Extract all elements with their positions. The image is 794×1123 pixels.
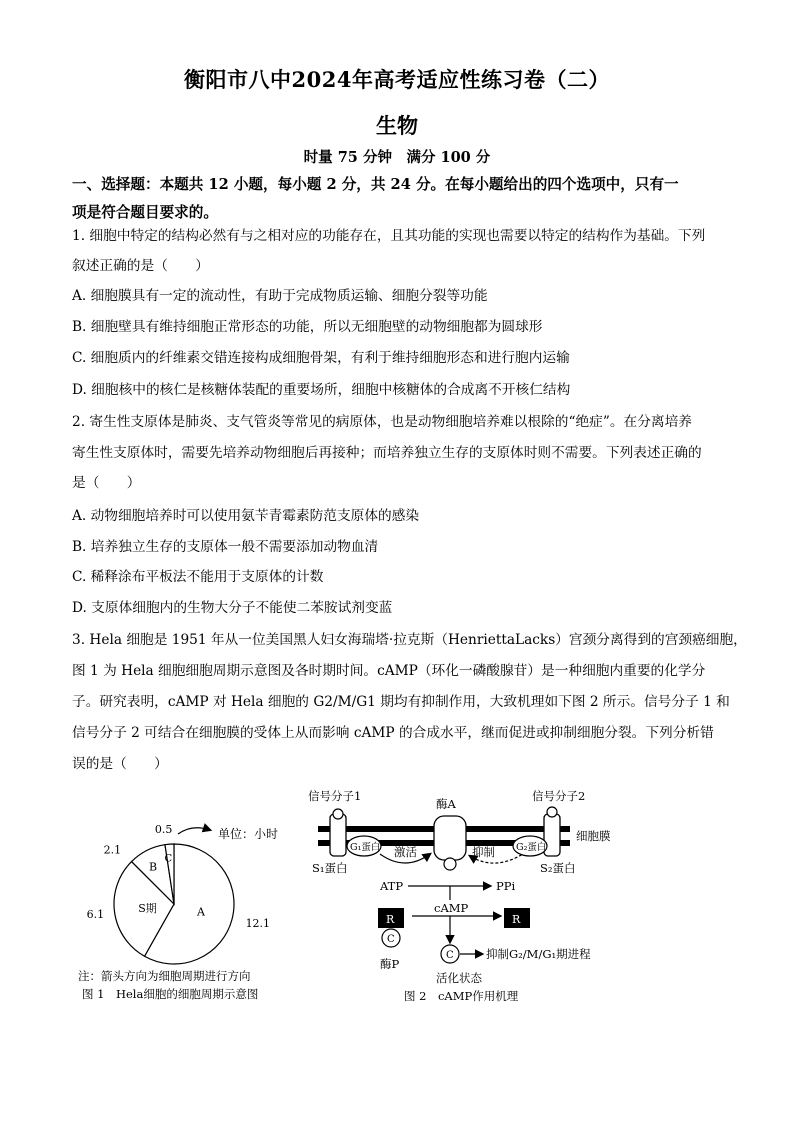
pie-slice-label-2: B <box>149 860 158 874</box>
s1-protein-label: S₁蛋白 <box>312 861 348 875</box>
r-label-right: R <box>512 913 521 926</box>
camp-label: cAMP <box>434 901 469 915</box>
receptor-s1 <box>330 814 346 856</box>
section-line-1: 一、选择题：本题共 12 小题，每小题 2 分，共 24 分。在每小题给出的四个选项中，只有一 <box>72 176 679 193</box>
enzyme-a-site <box>444 858 456 870</box>
cell-cycle-pie <box>87 823 270 964</box>
q2-option-d: D. 支原体细胞内的生物大分子不能使二苯胺试剂变蓝 <box>72 600 393 616</box>
q2-stem-line-1: 2. 寄生性支原体是肺炎、支气管炎等常见的病原体，也是动物细胞培养难以根除的“绝症”。在分离培养 <box>72 414 692 430</box>
pie-value-label-3: 0.5 <box>154 822 173 836</box>
c-label-bound: C <box>387 934 395 945</box>
section-instructions <box>72 171 732 227</box>
signal-molecule-1-icon <box>333 809 343 819</box>
pie-value-label-1: 6.1 <box>86 908 105 922</box>
q2-option-c: C. 稀释涂布平板法不能用于支原体的计数 <box>72 569 324 585</box>
figure1-note: 注：箭头方向为细胞周期进行方向 <box>78 969 251 983</box>
q1-option-d: D. 细胞核中的核仁是核糖体装配的重要场所，细胞中核糖体的合成离不开核仁结构 <box>72 382 571 398</box>
q3-stem-line-3: 子。研究表明，cAMP 对 Hela 细胞的 G2/M/G1 期均有抑制作用，大致机理如下图 2 所示。信号分子 1 和 <box>72 694 730 710</box>
enzyme-a-label: 酶A <box>436 797 456 811</box>
figure-1 <box>70 812 310 1007</box>
pie-value-label-0: 12.1 <box>245 916 271 930</box>
r-label-left: R <box>386 913 395 926</box>
active-state-label: 活化状态 <box>436 971 482 985</box>
figure1-caption: 图 1 Hela细胞的细胞周期示意图 <box>82 987 259 1001</box>
atp-label: ATP <box>380 879 404 893</box>
pie-slice-label-0: A <box>197 905 205 919</box>
q3-stem-line-5: 误的是（ ） <box>72 756 168 772</box>
cycle-direction-arrow <box>178 828 210 834</box>
pie-slice-label-1: S期 <box>138 902 157 916</box>
enzyme-a <box>434 816 466 860</box>
time-score: 时量 75 分钟 满分 100 分 <box>303 149 491 166</box>
q3-stem-line-4: 信号分子 2 可结合在细胞膜的受体上从而影响 cAMP 的合成水平，继而促进或抑制细胞分裂。下列分析错 <box>72 725 714 741</box>
c-label-free: C <box>446 950 454 961</box>
figure1-unit: 单位：小时 <box>218 827 279 841</box>
q1-stem-line-1: 1. 细胞中特定的结构必然有与之相对应的功能存在，且其功能的实现也需要以特定的结构作为基础。下列 <box>72 228 706 244</box>
g2-protein-label: G₂蛋白 <box>516 842 547 853</box>
pie-slice-label-3: C <box>164 853 173 865</box>
signal-molecule-2-icon <box>547 807 557 817</box>
membrane-label: 细胞膜 <box>576 829 611 843</box>
inhibit-label: 抑制 <box>472 845 495 859</box>
q2-option-a: A. 动物细胞培养时可以使用氨苄青霉素防范支原体的感染 <box>72 508 420 524</box>
q1-stem-line-2: 叙述正确的是（ ） <box>72 258 209 274</box>
ppi-label: PPi <box>496 879 516 893</box>
q1-option-c: C. 细胞质内的纤维素交错连接构成细胞骨架，有利于维持细胞形态和进行胞内运输 <box>72 350 570 366</box>
signal-1-label: 信号分子1 <box>308 789 362 803</box>
q2-stem-line-3: 是（ ） <box>72 475 141 491</box>
s2-protein-label: S₂蛋白 <box>540 861 576 875</box>
q1-option-a: A. 细胞膜具有一定的流动性，有助于完成物质运输、细胞分裂等功能 <box>72 288 488 304</box>
q2-option-b: B. 培养独立生存的支原体一般不需要添加动物血清 <box>72 539 379 555</box>
q3-stem-line-2: 图 1 为 Hela 细胞细胞周期示意图及各时期时间。cAMP（环化一磷酸腺苷）是一种细胞内重要的化学分 <box>72 663 706 679</box>
paper-title: 衡阳市八中2024年高考适应性练习卷（二） <box>184 67 610 92</box>
figure2-caption: 图 2 cAMP作用机理 <box>404 989 519 1003</box>
q3-stem-line-1: 3. Hela 细胞是 1951 年从一位美国黑人妇女海瑞塔·拉克斯（HenriettaLacks）宫颈分离得到的宫颈癌细胞， <box>72 632 747 648</box>
activate-label: 激活 <box>394 845 417 859</box>
q1-option-b: B. 细胞壁具有维持细胞正常形态的功能，所以无细胞壁的动物细胞都为圆球形 <box>72 319 543 335</box>
pie-value-label-2: 2.1 <box>103 843 122 857</box>
q2-stem-line-2: 寄生性支原体时，需要先培养动物细胞后再接种；而培养独立生存的支原体时则不需要。下列表述正确的 <box>72 445 702 461</box>
section-line-2: 项是符合题目要求的。 <box>72 204 218 221</box>
signal-2-label: 信号分子2 <box>532 789 586 803</box>
figure-2 <box>300 786 640 1008</box>
enzyme-p-label: 酶P <box>380 957 400 971</box>
inhibit-phase-label: 抑制G₂/M/G₁期进程 <box>486 947 591 961</box>
paper-subject: 生物 <box>376 113 418 138</box>
g1-protein-label: G₁蛋白 <box>350 842 381 853</box>
